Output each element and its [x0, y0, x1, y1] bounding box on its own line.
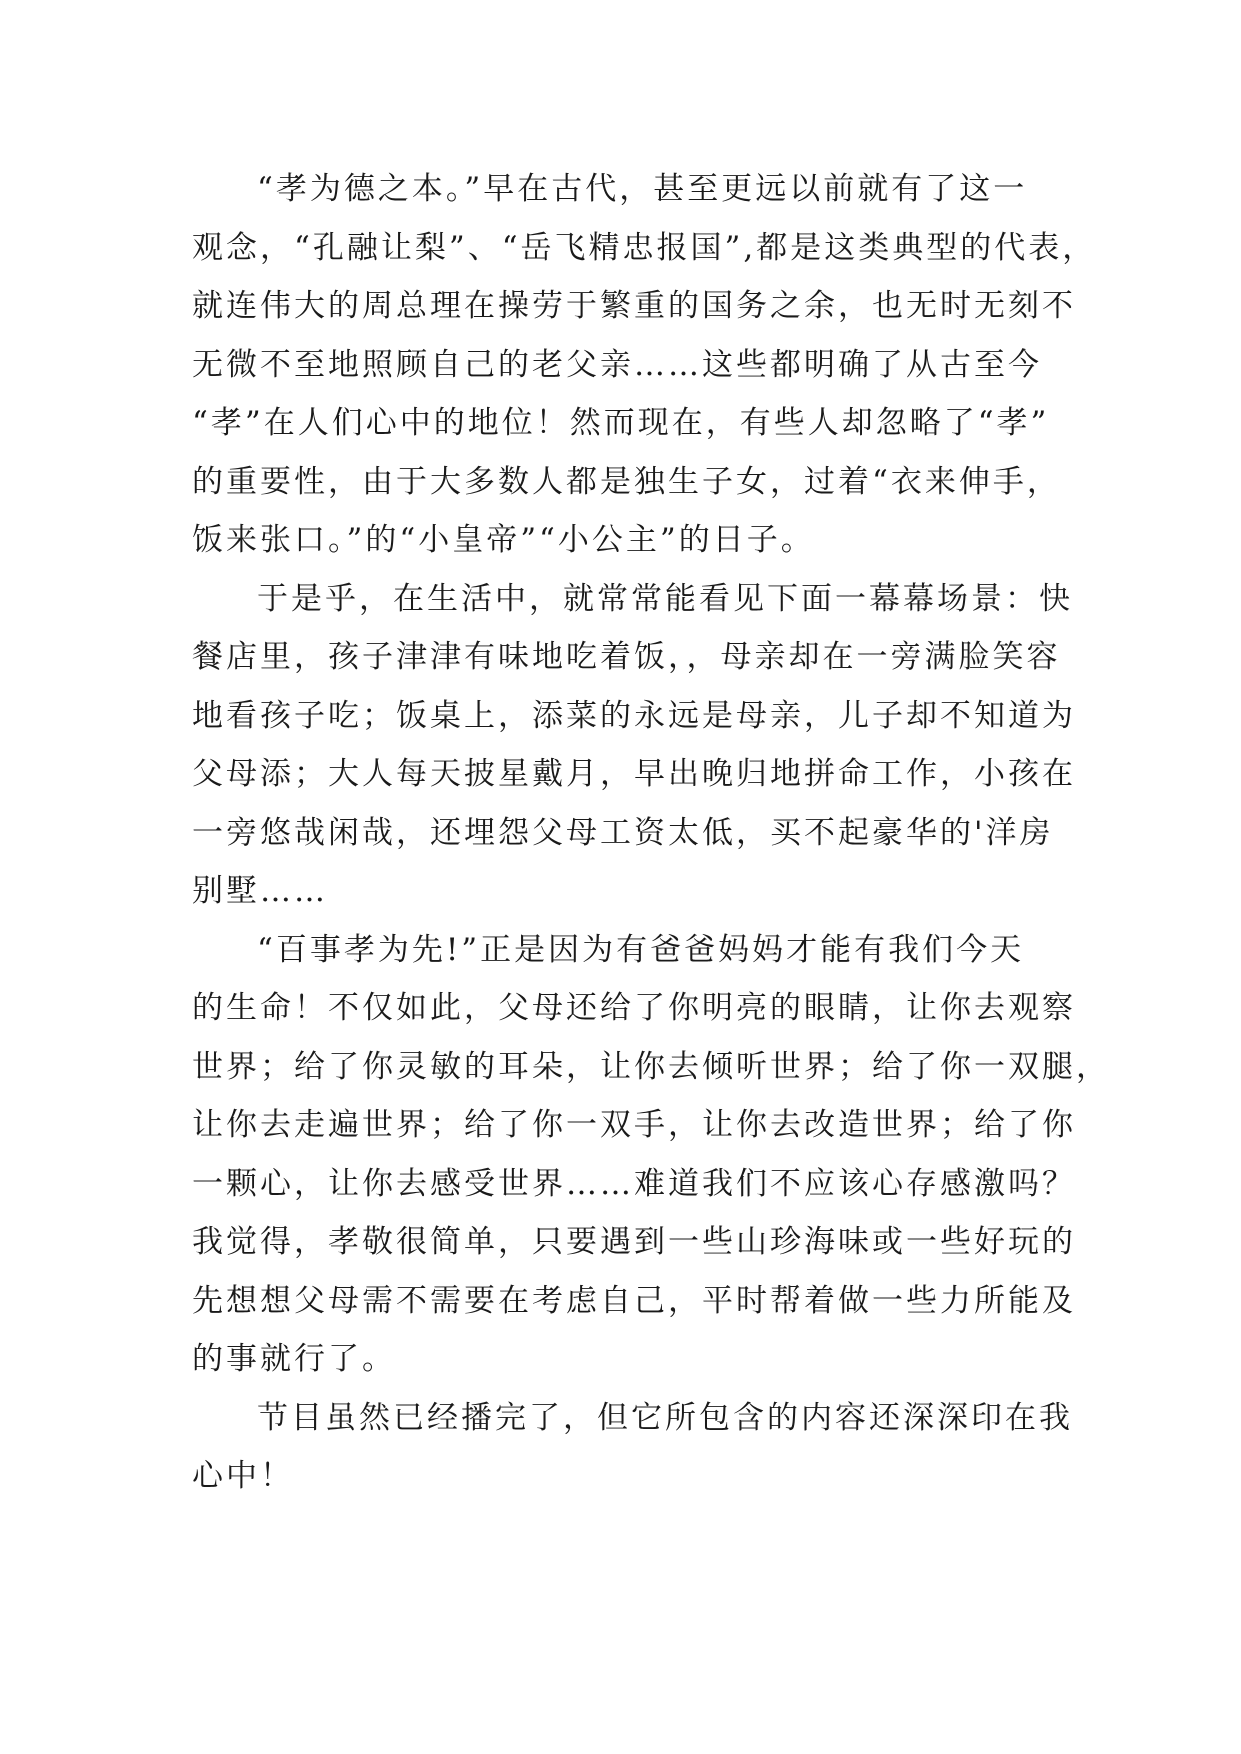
text-line: 餐店里，孩子津津有味地吃着饭，，母亲却在一旁满脸笑容 [192, 639, 1061, 675]
text-line: 的重要性，由于大多数人都是独生子女，过着“衣来伸手， [192, 463, 1061, 500]
text-line: 世界；给了你灵敏的耳朵，让你去倾听世界；给了你一双腿， [192, 1048, 1110, 1085]
paragraph-2 [192, 570, 1076, 921]
text-line: 别墅…… [192, 873, 328, 909]
paragraph-3 [192, 921, 1110, 1389]
text-line: 先想想父母需不需要在考虑自己，平时帮着做一些力所能及 [192, 1282, 1076, 1319]
text-line: “孝”在人们心中的地位！然而现在，有些人却忽略了“孝” [192, 405, 1050, 441]
text-line: 一颗心，让你去感受世界……难道我们不应该心存感激吗？ [192, 1165, 1076, 1202]
text-line: 饭来张口。”的“小皇帝”“小公主”的日子。 [192, 522, 815, 558]
paragraph-4 [192, 1389, 1072, 1506]
text-line: 观念，“孔融让梨”、“岳飞精忠报国”,都是这类典型的代表， [192, 229, 1097, 266]
text-line: 我觉得，孝敬很简单，只要遇到一些山珍海味或一些好玩的 [192, 1224, 1076, 1260]
text-line: 一旁悠哉闲哉，还埋怨父母工资太低，买不起豪华的'洋房 [192, 814, 1054, 851]
text-line: 节目虽然已经播完了，但它所包含的内容还深深印在我 [257, 1399, 1073, 1436]
text-line: “百事孝为先!”正是因为有爸爸妈妈才能有我们今天 [257, 931, 1025, 968]
text-line: 的生命！不仅如此，父母还给了你明亮的眼睛，让你去观察 [192, 990, 1076, 1026]
paragraph-1 [192, 160, 1097, 570]
text-line: 让你去走遍世界；给了你一双手，让你去改造世界；给了你 [192, 1107, 1076, 1143]
text-line: 于是乎，在生活中，就常常能看见下面一幕幕场景：快 [257, 580, 1073, 617]
text-line: 的事就行了。 [192, 1341, 396, 1377]
document-body [192, 160, 1110, 1506]
text-line: “孝为德之本。”早在古代，甚至更远以前就有了这一 [257, 171, 1028, 207]
text-line: 地看孩子吃；饭桌上，添菜的永远是母亲，儿子却不知道为 [192, 697, 1076, 734]
text-line: 心中！ [192, 1458, 294, 1494]
text-line: 父母添；大人每天披星戴月，早出晚归地拼命工作，小孩在 [192, 756, 1076, 792]
text-line: 无微不至地照顾自己的老父亲……这些都明确了从古至今 [192, 346, 1042, 383]
text-line: 就连伟大的周总理在操劳于繁重的国务之余，也无时无刻不 [192, 288, 1076, 324]
